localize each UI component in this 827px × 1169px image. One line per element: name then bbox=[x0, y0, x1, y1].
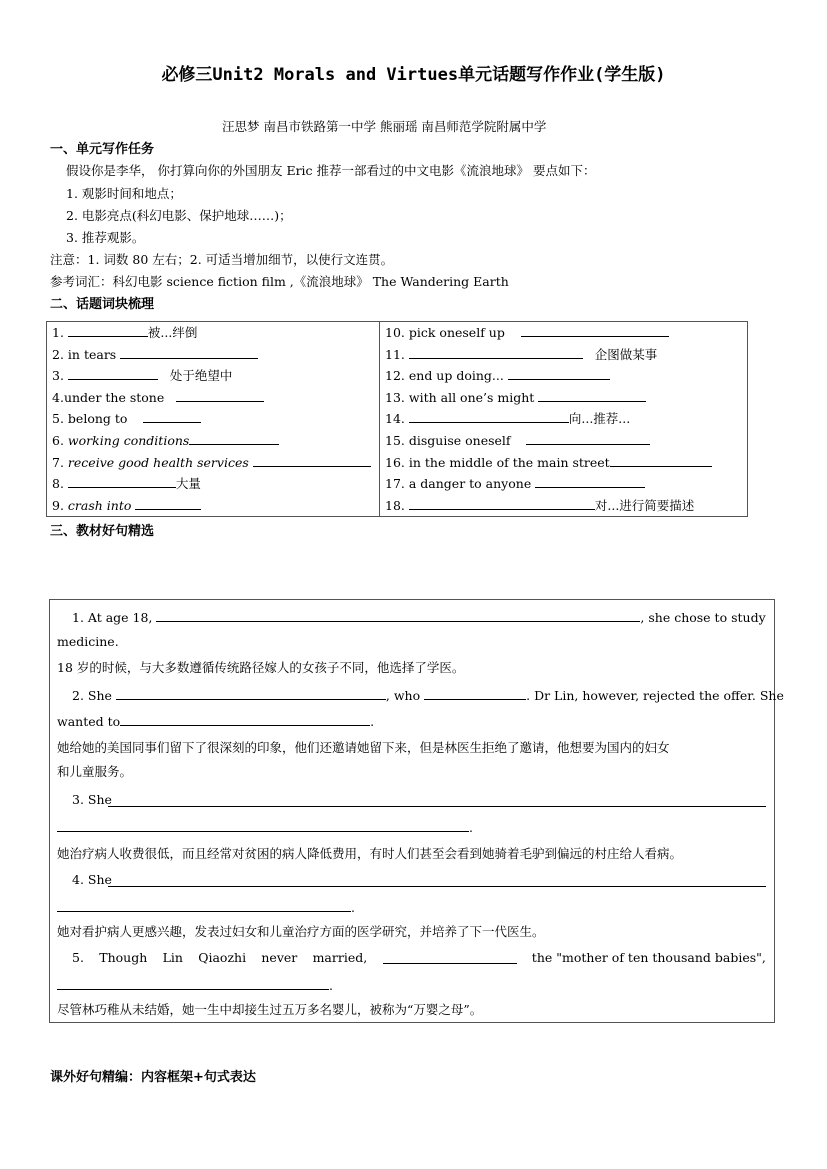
answer-blank[interactable] bbox=[526, 431, 650, 445]
answer-blank[interactable] bbox=[521, 323, 669, 337]
sentence-5-line: 5. Though Lin Qiaozhi never married, the "mother of ten thousand babies", bbox=[72, 950, 766, 965]
answer-blank[interactable] bbox=[610, 453, 712, 467]
answer-blank[interactable] bbox=[120, 345, 258, 359]
vocab-right-column bbox=[380, 322, 748, 517]
task-point-2: 2. 电影亮点(科幻电影、保护地球……)； bbox=[66, 208, 292, 223]
task-point-3: 3. 推荐观影。 bbox=[66, 230, 145, 245]
sentence-4-cont: . bbox=[57, 898, 355, 915]
section2-heading: 二、话题词块梳理 bbox=[50, 297, 155, 312]
vocab-item: 5. belong to bbox=[47, 408, 379, 430]
sentence-5-cont: . bbox=[57, 976, 333, 993]
answer-line[interactable] bbox=[108, 806, 766, 807]
sentence-box bbox=[49, 599, 784, 1023]
vocab-item: 12. end up doing... bbox=[380, 365, 747, 387]
answer-blank[interactable] bbox=[538, 388, 646, 402]
answer-blank[interactable] bbox=[409, 409, 569, 423]
vocab-item: 4.under the stone bbox=[47, 387, 379, 409]
vocab-item: 1. 被...绊倒 bbox=[52, 325, 198, 340]
authors-line: 汪思梦 南昌市铁路第一中学 熊丽瑶 南昌师范学院附属中学 bbox=[222, 119, 547, 134]
vocab-item: 10. pick oneself up bbox=[380, 322, 747, 344]
sentence-2-chinese-2: 和儿童服务。 bbox=[57, 764, 133, 779]
answer-blank[interactable] bbox=[116, 686, 386, 700]
vocab-item: 15. disguise oneself bbox=[380, 430, 747, 452]
answer-blank[interactable] bbox=[424, 686, 526, 700]
vocab-item: 3. 处于绝望中 bbox=[52, 368, 233, 384]
answer-blank[interactable] bbox=[120, 712, 370, 726]
answer-blank[interactable] bbox=[409, 345, 583, 359]
sentence-1-chinese: 18 岁的时候，与大多数遵循传统路径嫁人的女孩子不同，他选择了学医。 bbox=[57, 660, 465, 675]
answer-blank[interactable] bbox=[383, 950, 517, 964]
vocab-item: 16. in the middle of the main street bbox=[380, 452, 747, 474]
answer-blank[interactable] bbox=[57, 976, 329, 990]
sentence-1-line: 1. At age 18, , she chose to study bbox=[72, 610, 766, 625]
sentence-2-line: 2. She , who . Dr Lin, however, rejected the offer. She bbox=[72, 688, 784, 703]
vocab-item: 8. 大量 bbox=[52, 476, 201, 492]
answer-blank[interactable] bbox=[143, 409, 201, 423]
section1-heading: 一、单元写作任务 bbox=[50, 142, 155, 157]
answer-blank[interactable] bbox=[57, 818, 469, 832]
sentence-2-chinese-1: 她给她的美国同事们留下了很深刻的印象，他们还邀请她留下来，但是林医生拒绝了邀请，他想要为国内的妇女 bbox=[57, 740, 670, 755]
vocab-item: 6. working conditions bbox=[47, 430, 379, 452]
answer-line[interactable] bbox=[108, 886, 766, 887]
vocab-item: 2. in tears bbox=[47, 344, 379, 366]
task-intro: 假设你是李华， 你打算向你的外国朋友 Eric 推荐一部看过的中文电影《流浪地球》 要点如下： bbox=[66, 163, 596, 178]
vocab-item: 7. receive good health services bbox=[47, 452, 379, 474]
answer-blank[interactable] bbox=[409, 496, 595, 510]
answer-blank[interactable] bbox=[68, 323, 148, 337]
vocab-item: 11. 企图做某事 bbox=[385, 346, 658, 362]
reference-vocab: 参考词汇：科幻电影 science fiction film ,《流浪地球》 The Wandering Earth bbox=[50, 274, 509, 289]
sentence-3-chinese: 她治疗病人收费很低，而且经常对贫困的病人降低费用，有时人们甚至会看到她骑着毛驴到偏远的村庄给人看病。 bbox=[57, 846, 683, 861]
sentence-1-cont: medicine. bbox=[57, 634, 119, 649]
answer-blank[interactable] bbox=[68, 474, 176, 488]
footer-heading: 课外好句精编：内容框架+句式表达 bbox=[50, 1070, 256, 1085]
answer-blank[interactable] bbox=[135, 496, 201, 510]
section3-heading: 三、教材好句精选 bbox=[50, 524, 155, 539]
answer-blank[interactable] bbox=[508, 366, 610, 380]
task-note: 注意：1. 词数 80 左右；2. 可适当增加细节，以使行文连贯。 bbox=[50, 252, 394, 267]
task-point-1: 1. 观影时间和地点； bbox=[66, 186, 182, 201]
vocab-item: 17. a danger to anyone bbox=[380, 473, 747, 495]
page-title: 必修三Unit2 Morals and Virtues单元话题写作作业(学生版) bbox=[161, 65, 666, 85]
vocab-left-column bbox=[47, 322, 380, 517]
answer-blank[interactable] bbox=[176, 388, 264, 402]
vocab-item: 13. with all one’s might bbox=[380, 387, 747, 409]
answer-blank[interactable] bbox=[535, 474, 645, 488]
sentence-4-label: 4. She bbox=[72, 872, 112, 887]
vocab-item: 9. crash into bbox=[47, 495, 379, 517]
vocab-item: 18. 对...进行简要描述 bbox=[385, 497, 695, 513]
vocab-item: 14. 向...推荐... bbox=[385, 411, 631, 427]
answer-blank[interactable] bbox=[68, 366, 158, 380]
sentence-3-cont: . bbox=[57, 818, 473, 835]
sentence-4-chinese: 她对看护病人更感兴趣，发表过妇女和儿童治疗方面的医学研究，并培养了下一代医生。 bbox=[57, 924, 545, 939]
answer-blank[interactable] bbox=[156, 608, 640, 622]
sentence-5-chinese: 尽管林巧稚从未结婚，她一生中却接生过五万多名婴儿，被称为“万婴之母”。 bbox=[57, 1002, 483, 1017]
answer-blank[interactable] bbox=[253, 453, 371, 467]
answer-blank[interactable] bbox=[189, 431, 279, 445]
vocab-table bbox=[46, 321, 748, 517]
sentence-3-label: 3. She bbox=[72, 792, 112, 807]
sentence-2-cont: wanted to . bbox=[57, 714, 375, 729]
answer-blank[interactable] bbox=[57, 898, 351, 912]
